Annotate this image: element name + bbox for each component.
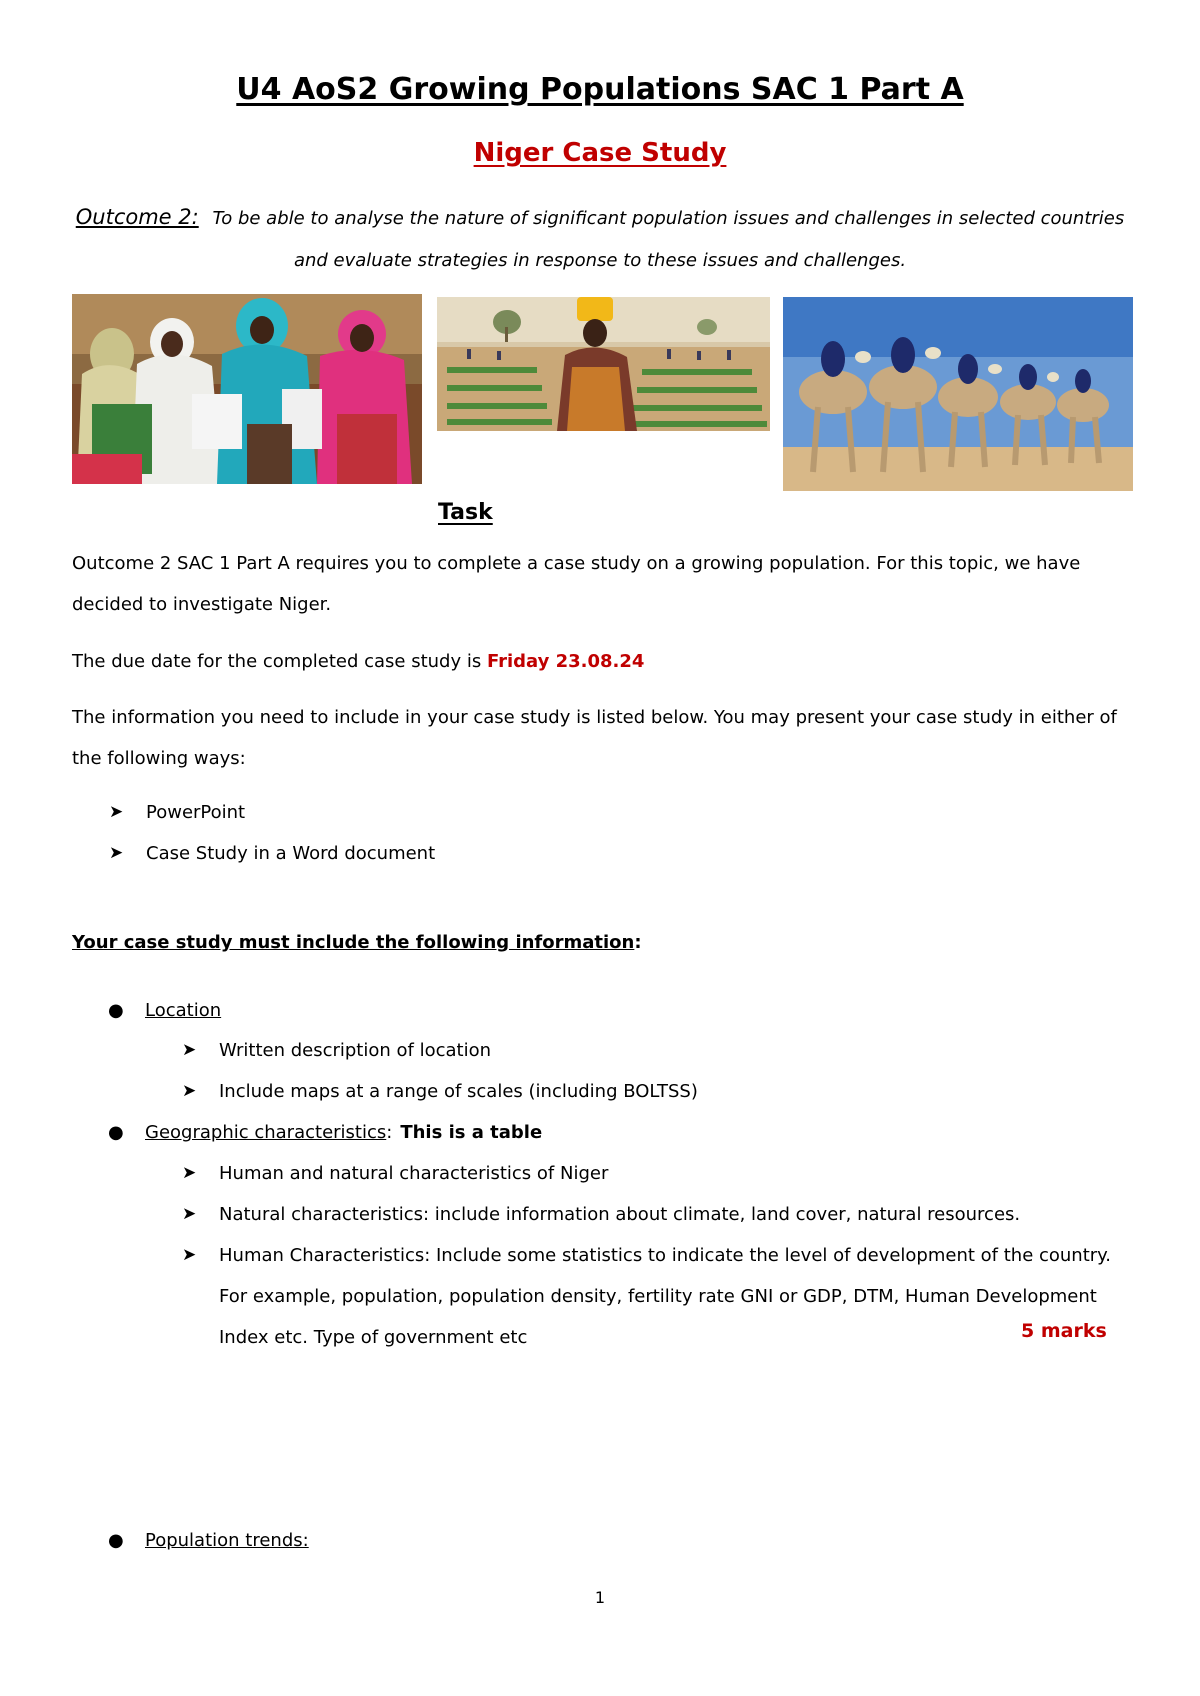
sub-requirement-text: Natural characteristics: include information about climate, land cover, natural resources. (219, 1204, 1021, 1225)
bullet-dot-icon: ● (108, 1530, 124, 1551)
sub-requirement-text: Human Characteristics: Include some statistics to indicate the level of development of the country. (219, 1245, 1111, 1266)
sub-requirement-text: Human and natural characteristics of Niger (219, 1163, 609, 1184)
document-title: U4 AoS2 Growing Populations SAC 1 Part A (236, 72, 964, 107)
outcome-label: Outcome 2: (75, 205, 199, 229)
photo-woman-carrying-water (437, 297, 770, 431)
marks-label: 5 marks (1021, 1320, 1107, 1342)
requirement-label-colon: : (386, 1122, 393, 1143)
arrow-bullet-icon: ➤ (182, 1204, 197, 1224)
continuation-line2: Index etc. Type of government etc (219, 1327, 528, 1348)
presentation-info-line2: the following ways: (72, 748, 246, 769)
outcome-text-line2: and evaluate strategies in response to these issues and challenges. (293, 250, 907, 271)
bullet-dot-icon: ● (108, 1000, 124, 1021)
requirement-label: Geographic characteristics (145, 1122, 387, 1143)
sub-requirement-continuation (219, 1276, 1119, 1358)
arrow-bullet-icon: ➤ (182, 1163, 197, 1183)
document-subtitle: Niger Case Study (473, 138, 727, 168)
table-note: This is a table (400, 1122, 543, 1143)
requirements-heading-text: Your case study must include the following information (72, 932, 635, 953)
arrow-bullet-icon: ➤ (182, 1245, 197, 1265)
sub-requirement-text: Include maps at a range of scales (including BOLTSS) (219, 1081, 698, 1102)
page-number: 1 (594, 1588, 606, 1607)
arrow-bullet-icon: ➤ (182, 1040, 197, 1060)
due-date-prefix: The due date for the completed case study is (72, 651, 482, 672)
requirement-label: Location (145, 1000, 222, 1021)
requirements-heading (72, 932, 642, 953)
requirements-heading-colon: : (634, 932, 642, 953)
arrow-bullet-icon: ➤ (109, 843, 124, 863)
requirement-label: Population trends: (145, 1530, 309, 1551)
task-intro-line2: decided to investigate Niger. (72, 594, 332, 615)
outcome-statement (72, 196, 1128, 282)
option-label: Case Study in a Word document (146, 843, 436, 864)
task-intro-line1: Outcome 2 SAC 1 Part A requires you to complete a case study on a growing population. For this topic, we have (72, 553, 1081, 574)
continuation-line1: For example, population, population density, fertility rate GNI or GDP, DTM, Human Development (219, 1286, 1097, 1307)
option-label: PowerPoint (146, 802, 246, 823)
outcome-text-line1: To be able to analyse the nature of significant population issues and challenges in selected countries (212, 208, 1125, 229)
arrow-bullet-icon: ➤ (109, 802, 124, 822)
arrow-bullet-icon: ➤ (182, 1081, 197, 1101)
sub-requirement-text: Written description of location (219, 1040, 492, 1061)
presentation-info-paragraph (72, 697, 1132, 779)
due-date: Friday 23.08.24 (486, 651, 645, 672)
task-heading: Task (438, 500, 493, 525)
photo-women-and-children (72, 294, 422, 484)
presentation-info-line1: The information you need to include in your case study is listed below. You may present your case study in either of (72, 707, 1117, 728)
due-date-paragraph (72, 641, 1132, 682)
bullet-dot-icon: ● (108, 1122, 124, 1143)
task-intro-paragraph (72, 543, 1132, 625)
photo-camel-riders (783, 297, 1133, 491)
